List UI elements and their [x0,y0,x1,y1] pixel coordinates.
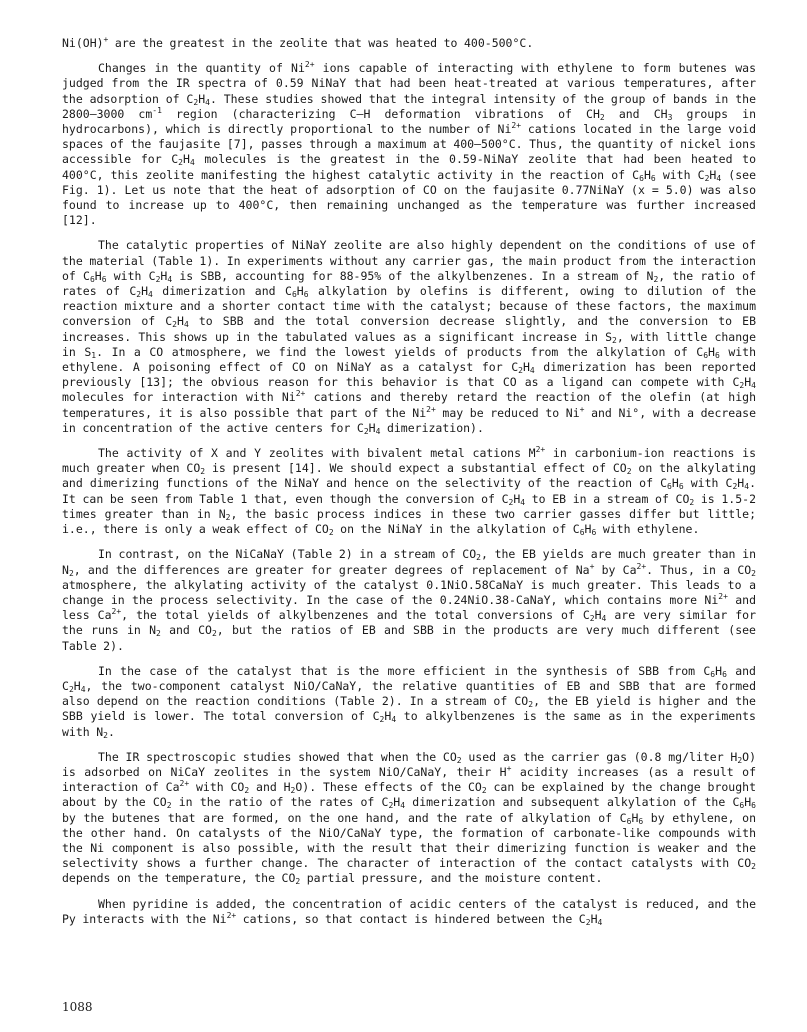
paragraph-8: When pyridine is added, the concentration of acidic centers of the catalyst is reduced, and the Py interacts with the $Ni^{2+}$ cations, so that contact is hindered between the $C_2H_4$ [62,896,756,927]
paragraph-4: The activity of X and Y zeolites with bivalent metal cations $M^{2+}$ in carbonium-ion reactions is much greater when $CO_2$ is present [14]. We should expect a substantial effect of $CO_2$ on the alkylating and dimerizing functions of the NiNaY and hence on the selectivity of the reaction of $C_6H_6$ with $C_2H_4$. It can be seen from Table 1 that, even though the conversion of $C_2H_4$ to EB in a stream of $CO_2$ is 1.5-2 times greater than in $N_2$, the basic process indices in these two carrier gasses differ but little; i.e., there is only a weak effect of $CO_2$ on the NiNaY in the alkylation of $C_6H_6$ with ethylene. [62,445,756,538]
paragraph-3: The catalytic properties of NiNaY zeolite are also highly dependent on the conditions of use of the material (Table 1). In experiments without any carrier gas, the main product from the interaction of $C_6H_6$ with $C_2H_4$ is SBB, accounting for 88-95% of the alkylbenzenes. In a stream of $N_2$, the ratio of rates of $C_2H_4$ dimerization and $C_6H_6$ alkylation by olefins is different, owing to dilution of the reaction mixture and a shorter contact time with the catalyst; because of these factors, the maximum conversion of $C_2H_4$ to SBB and the total conversion decrease slightly, and the conversion to EB increases. This shows up in the tabulated values as a significant increase in $S_2$, with little change in $S_1$. In a CO atmosphere, we find the lowest yields of products from the alkylation of $C_6H_6$ with ethylene. A poisoning effect of CO on NiNaY as a catalyst for $C_2H_4$ dimerization has been reported previously [13]; the obvious reason for this behavior is that CO as a ligand can compete with $C_2H_4$ molecules for interaction with $Ni^{2+}$ cations and thereby retard the reaction of the olefin (at high temperatures, it is also possible that part of the $Ni^{2+}$ may be reduced to Ni+ and Ni°, with a decrease in concentration of the active centers for $C_2H_4$ dimerization). [62,238,757,436]
page-body [62,36,756,927]
paragraph-6: In the case of the catalyst that is the more efficient in the synthesis of SBB from $C_6H_6$ and $C_2H_4$, the two-component catalyst NiO/CaNaY, the relative quantities of EB and SBB that are formed also depend on the reaction conditions (Table 2). In a stream of $CO_2$, the EB yield is higher and the SBB yield is lower. The total conversion of $C_2H_4$ to alkylbenzenes is the same as in the experiments with $N_2$. [62,663,756,740]
paragraph-5: In contrast, on the NiCaNaY (Table 2) in a stream of $CO_2$, the EB yields are much greater than in $N_2$, and the differences are greater for greater degrees of replacement of Na+ by $Ca^{2+}$. Thus, in a $CO_2$ atmosphere, the alkylating activity of the catalyst 0.1NiO.58CaNaY is much greater. This leads to a change in the process selectivity. In the case of the 0.24NiO.38-CaNaY, which contains more $Ni^{2+}$ and less $Ca^{2+}$, the total yields of alkylbenzenes and the total conversions of $C_2H_4$ are very similar for the runs in $N_2$ and $CO_2$, but the ratios of EB and SBB in the products are very much different (see Table 2). [62,547,757,653]
paragraph-2: Changes in the quantity of $Ni^{2+}$ ions capable of interacting with ethylene to form butenes was judged from the IR spectra of 0.59 NiNaY that had been heat-treated at various temperatures, after the adsorption of $C_2H_4$. These studies showed that the integral intensity of the group of bands in the 2800–3000 $cm^{-1}$ region (characterizing C–H deformation vibrations of $CH_2$ and $CH_3$ groups in hydrocarbons), which is directly proportional to the number of $Ni^{2+}$ cations located in the large void spaces of the faujasite [7], passes through a maximum at 400–500°C. Thus, the quantity of nickel ions accessible for $C_2H_4$ molecules is the greatest in the 0.59-NiNaY zeolite that had been heated to 400°C, this zeolite manifesting the highest catalytic activity in the reaction of $C_6H_6$ with $C_2H_4$ (see Fig. 1). Let us note that the heat of adsorption of CO on the faujasite 0.77NiNaY (x = 5.0) was also found to increase up to 400°C, then remaining unchanged as the temperature was further increased [12]. [62,60,757,228]
paragraph-7: The IR spectroscopic studies showed that when the $CO_2$ used as the carrier gas (0.8 mg/liter $H_2O$) is adsorbed on NiCaY zeolites in the system NiO/CaNaY, their H+ acidity increases (as a result of interaction of $Ca^{2+}$ with $CO_2$ and $H_2O$). These effects of the $CO_2$ can be explained by the change brought about by the $CO_2$ in the ratio of the rates of $C_2H_4$ dimerization and subsequent alkylation of the $C_6H_6$ by the butenes that are formed, on the one hand, and the rate of alkylation of $C_6H_6$ by ethylene, on the other hand. On catalysts of the NiO/CaNaY type, the formation of carbonate-like compounds with the Ni component is also possible, with the result that their dimerizing function is weaker and the selectivity shows a further change. The character of interaction of the contact catalysts with $CO_2$ depends on the temperature, the $CO_2$ partial pressure, and the moisture content. [62,749,756,887]
paragraph-1: Ni(OH)+ are the greatest in the zeolite that was heated to 400-500°C. [62,35,534,50]
page-number: 1088 [62,1000,93,1014]
